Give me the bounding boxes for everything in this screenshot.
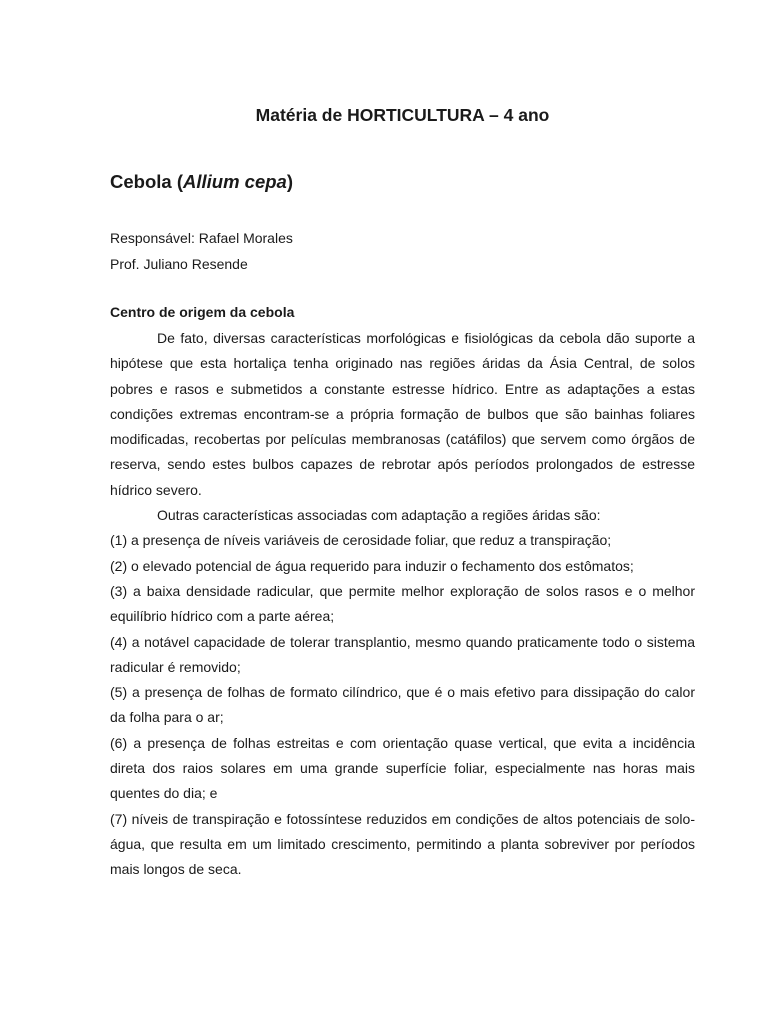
list-item: (5) a presença de folhas de formato cilíndrico, que é o mais efetivo para dissipação do calor da folha para o ar;	[110, 684, 695, 726]
subject-suffix: )	[286, 171, 293, 192]
subject-prefix: Cebola (	[110, 171, 183, 192]
list-item: (4) a notável capacidade de tolerar transplantio, mesmo quando praticamente todo o sistema radicular é removido;	[110, 633, 695, 675]
list-item: (6) a presença de folhas estreitas e com orientação quase vertical, que evita a incidência direta dos raios solares em uma grande superfície foliar, especialmente nas horas mais quentes do dia; e	[110, 734, 695, 802]
responsible-line: Responsável: Rafael Morales	[110, 230, 293, 246]
subject-title	[110, 170, 293, 194]
paragraph: De fato, diversas características morfológicas e fisiológicas da cebola dão suporte a hipótese que esta hortaliça tenha originado nas regiões áridas da Ásia Central, de solos pobres e rasos e submetidos a constante estresse hídrico. Entre as adaptações a estas condições extremas encontram-se a própria formação de bulbos que são bainhas foliares modificadas, recobertas por películas membranosas (catáfilos) que servem como órgãos de reserva, sendo estes bulbos capazes de rebrotar após períodos prolongados de estresse hídrico severo.	[110, 330, 695, 498]
professor-line: Prof. Juliano Resende	[110, 256, 248, 272]
section-body	[110, 326, 695, 883]
scientific-name: Allium cepa	[182, 171, 287, 192]
document-title: Matéria de HORTICULTURA – 4 ano	[255, 105, 550, 125]
list-item: (3) a baixa densidade radicular, que permite melhor exploração de solos rasos e o melhor equilíbrio hídrico com a parte aérea;	[110, 582, 695, 625]
paragraph: Outras características associadas com adaptação a regiões áridas são:	[157, 507, 601, 524]
list-item: (2) o elevado potencial de água requerido para induzir o fechamento dos estômatos;	[110, 557, 634, 574]
section-heading: Centro de origem da cebola	[110, 304, 295, 320]
list-item: (1) a presença de níveis variáveis de cerosidade foliar, que reduz a transpiração;	[110, 532, 612, 549]
list-item: (7) níveis de transpiração e fotossíntese reduzidos em condições de altos potenciais de solo-água, que resulta em um limitado crescimento, permitindo a planta sobreviver por períodos mais longos de seca.	[110, 810, 695, 878]
